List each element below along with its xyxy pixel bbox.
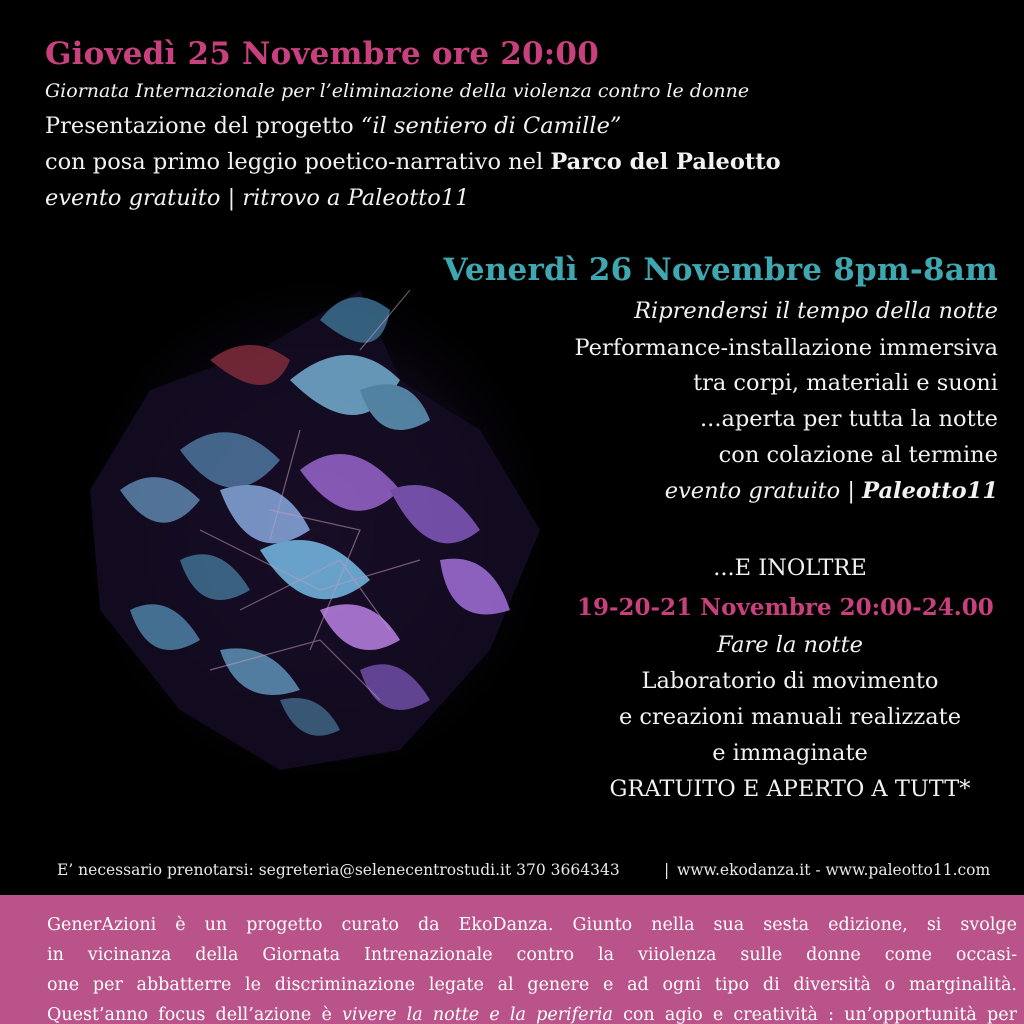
- website-links[interactable]: www.ekodanza.it - www.paleotto11.com: [677, 861, 991, 879]
- event1-subtitle: Giornata Internazionale per l’eliminazione della violenza contro le donne: [45, 80, 750, 102]
- description-band: [0, 895, 1024, 1024]
- description-line-1: GenerAzioni è un progetto curato da EkoDanza. Giunto nella sua sesta edizione, si svolge: [47, 915, 1017, 935]
- description-line-4-italic: vivere la notte e la periferia: [342, 1005, 613, 1024]
- event2-line3: ...aperta per tutta la notte: [700, 406, 998, 432]
- event2-line4: con colazione al termine: [718, 442, 998, 468]
- description-line-4: [47, 1007, 1017, 1024]
- event2-line2: tra corpi, materiali e suoni: [693, 370, 998, 396]
- event2-info: [665, 480, 998, 503]
- description-line-2: in vicinanza della Giornata Intrenazionale contro la viiolenza sulle donne come occasi-: [47, 945, 1017, 965]
- booking-info: E’ necessario prenotarsi: segreteria@selenecentrostudi.it 370 3664343: [57, 861, 620, 879]
- description-line-3: one per abbatterre le discriminazione legate al genere e ad ogni tipo di diversità o marginalità.: [47, 975, 1017, 995]
- event1-project-name: “il sentiero di Camille”: [360, 113, 622, 139]
- event1-date: Giovedì 25 Novembre ore 20:00: [45, 36, 599, 72]
- event1-location-name: Parco del Paleotto: [550, 149, 781, 175]
- night-foliage-image: [60, 230, 580, 810]
- event2-date: Venerdì 26 Novembre 8pm-8am: [443, 252, 998, 288]
- description-line-4-prefix: Quest’anno focus dell’azione è: [47, 1005, 343, 1024]
- contact-separator: |: [664, 861, 670, 879]
- event2-info-prefix: evento gratuito |: [664, 478, 863, 504]
- event2-title: Riprendersi il tempo della notte: [634, 298, 998, 324]
- event1-location: [45, 151, 781, 174]
- event1-presentation: [45, 115, 621, 138]
- event3-line4: GRATUITO E APERTO A TUTT*: [609, 776, 971, 802]
- event2-line1: Performance-installazione immersiva: [574, 335, 998, 361]
- event3-line1: Laboratorio di movimento: [641, 668, 939, 694]
- event3-title: Fare la notte: [717, 632, 863, 658]
- description-line-4-suffix: con agio e creatività : un’opportunità per: [612, 1005, 1017, 1024]
- event2-info-place: Paleotto11: [862, 478, 998, 504]
- event1-location-prefix: con posa primo leggio poetico-narrativo nel: [45, 149, 551, 175]
- event1-presentation-prefix: Presentazione del progetto: [45, 113, 361, 139]
- event3-line2: e creazioni manuali realizzate: [618, 704, 962, 730]
- event1-info: evento gratuito | ritrovo a Paleotto11: [45, 185, 470, 211]
- event3-line3: e immaginate: [712, 740, 868, 766]
- event3-intro: ...E INOLTRE: [713, 555, 867, 581]
- event3-date: 19-20-21 Novembre 20:00-24.00: [577, 594, 994, 621]
